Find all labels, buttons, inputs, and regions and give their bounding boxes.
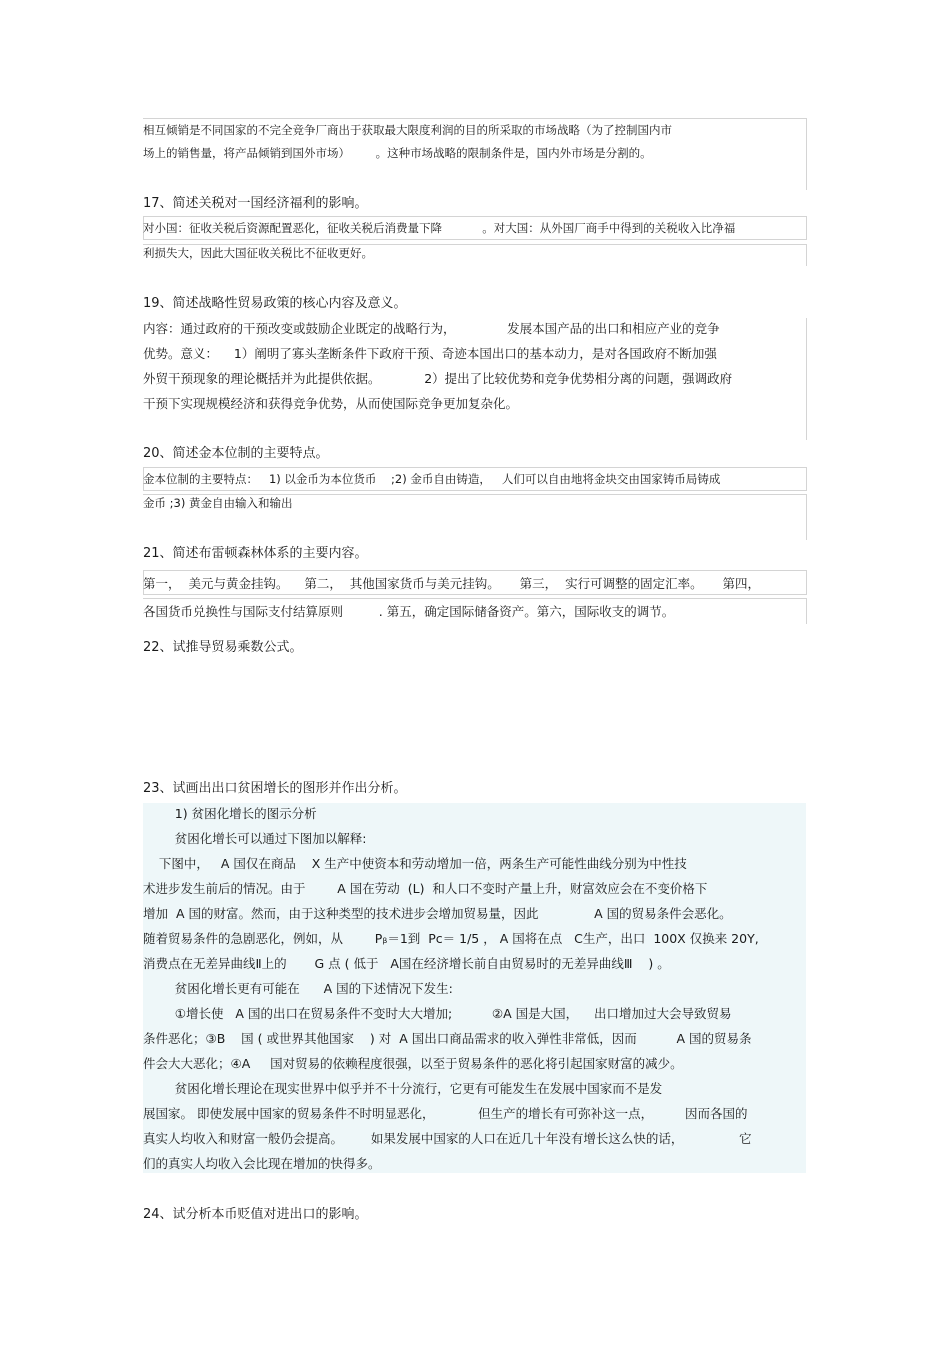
q20-heading: 20、简述金本位制的主要特点。 xyxy=(143,446,329,461)
q21-line-1: 第一， 美元与黄金挂钩。 第二， 其他国家货币与美元挂钩。 第三， 实行可调整的固定汇率。 第四， xyxy=(143,576,760,591)
q17-heading: 17、简述关税对一国经济福利的影响。 xyxy=(143,196,368,211)
q23-line-5: 增加 A 国的财富。然而，由于这种类型的技术进步会增加贸易量，因此 A 国的贸易条件会恶化。 xyxy=(143,906,732,921)
q19-line-3: 外贸干预现象的理论概括并为此提供依据。 2）提出了比较优势和竞争优势相分离的问题，强调政府 xyxy=(143,371,733,386)
q23-line-10: 条件恶化；③B 国 ( 或世界其他国家 ) 对 A 国出口商品需求的收入弹性非常低，因而 A 国的贸易条 xyxy=(143,1031,752,1046)
q21-heading: 21、简述布雷顿森林体系的主要内容。 xyxy=(143,546,368,561)
q19-line-2: 优势。意义： 1）阐明了寡头垄断条件下政府干预、奇迹本国出口的基本动力，是对各国政府不断加强 xyxy=(143,346,717,361)
q23-line-11: 件会大大恶化；④A 国对贸易的依赖程度很强，以至于贸易条件的恶化将引起国家财富的减少。 xyxy=(143,1056,683,1071)
q23-line-2: 贫困化增长可以通过下图加以解释: xyxy=(143,831,367,846)
q23-line-13: 展国家。 即使发展中国家的贸易条件不时明显恶化， 但生产的增长有可弥补这一点， 因而各国的 xyxy=(143,1106,748,1121)
q24-heading: 24、试分析本币贬值对进出口的影响。 xyxy=(143,1207,368,1222)
q23-line-9: ①增长使 A 国的出口在贸易条件不变时大大增加; ②A 国是大国， 出口增加过大会导致贸易 xyxy=(143,1006,732,1021)
q17-line-1: 对小国：征收关税后资源配置恶化，征收关税后消费量下降 。对大国：从外国厂商手中得到的关税收入比净福 xyxy=(143,221,736,235)
q19-line-4: 干预下实现规模经济和获得竞争优势，从而使国际竞争更加复杂化。 xyxy=(143,396,519,411)
q23-line-4: 术进步发生前后的情况。由于 A 国在劳动 (L) 和人口不变时产量上升，财富效应会在不变价格下 xyxy=(143,881,708,896)
q20-line-1: 金本位制的主要特点： 1) 以金币为本位货币 ;2) 金币自由铸造， 人们可以自由地将金块交由国家铸币局铸成 xyxy=(143,472,721,486)
q22-heading: 22、试推导贸易乘数公式。 xyxy=(143,640,303,655)
q21-line-2: 各国货币兑换性与国际支付结算原则 . 第五，确定国际储备资产。第六，国际收支的调节。 xyxy=(143,604,675,619)
q23-heading: 23、试画出出口贫困增长的图形并作出分析。 xyxy=(143,781,407,796)
q23-line-7: 消费点在无差异曲线Ⅱ上的 G 点 ( 低于 A国在经济增长前自由贸易时的无差异曲线Ⅲ ) 。 xyxy=(143,956,670,971)
intro-line-2: 场上的销售量，将产品倾销到国外市场） 。这种市场战略的限制条件是，国内外市场是分割的。 xyxy=(143,146,652,160)
q23-line-8: 贫困化增长更有可能在 A 国的下述情况下发生: xyxy=(143,981,453,996)
q23-line-1: 1) 贫困化增长的图示分析 xyxy=(143,806,317,821)
q17-line-2: 利损失大，因此大国征收关税比不征收更好。 xyxy=(143,246,373,260)
q23-line-15: 们的真实人均收入会比现在增加的快得多。 xyxy=(143,1156,381,1171)
q23-line-12: 贫困化增长理论在现实世界中似乎并不十分流行，它更有可能发生在发展中国家而不是发 xyxy=(143,1081,663,1096)
q19-heading: 19、简述战略性贸易政策的核心内容及意义。 xyxy=(143,296,407,311)
q23-line-6: 随着贸易条件的急剧恶化，例如，从 Pᵦ＝1到 Pᴄ＝ 1/5 ， A 国将在点 C生产，出口 100X 仅换来 20Y, xyxy=(143,931,759,946)
q23-line-14: 真实人均收入和财富一般仍会提高。 如果发展中国家的人口在近几十年没有增长这么快的话， 它 xyxy=(143,1131,752,1146)
q20-line-2: 金币 ;3) 黄金自由输入和输出 xyxy=(143,496,293,510)
q23-line-3: 下图中， A 国仅在商品 X 生产中使资本和劳动增加一倍，两条生产可能性曲线分别为中性技 xyxy=(143,856,687,871)
intro-line-1: 相互倾销是不同国家的不完全竞争厂商出于获取最大限度利润的目的所采取的市场战略（为了控制国内市 xyxy=(143,123,672,137)
q19-line-1: 内容：通过政府的干预改变或鼓励企业既定的战略行为， 发展本国产品的出口和相应产业的竞争 xyxy=(143,321,720,336)
